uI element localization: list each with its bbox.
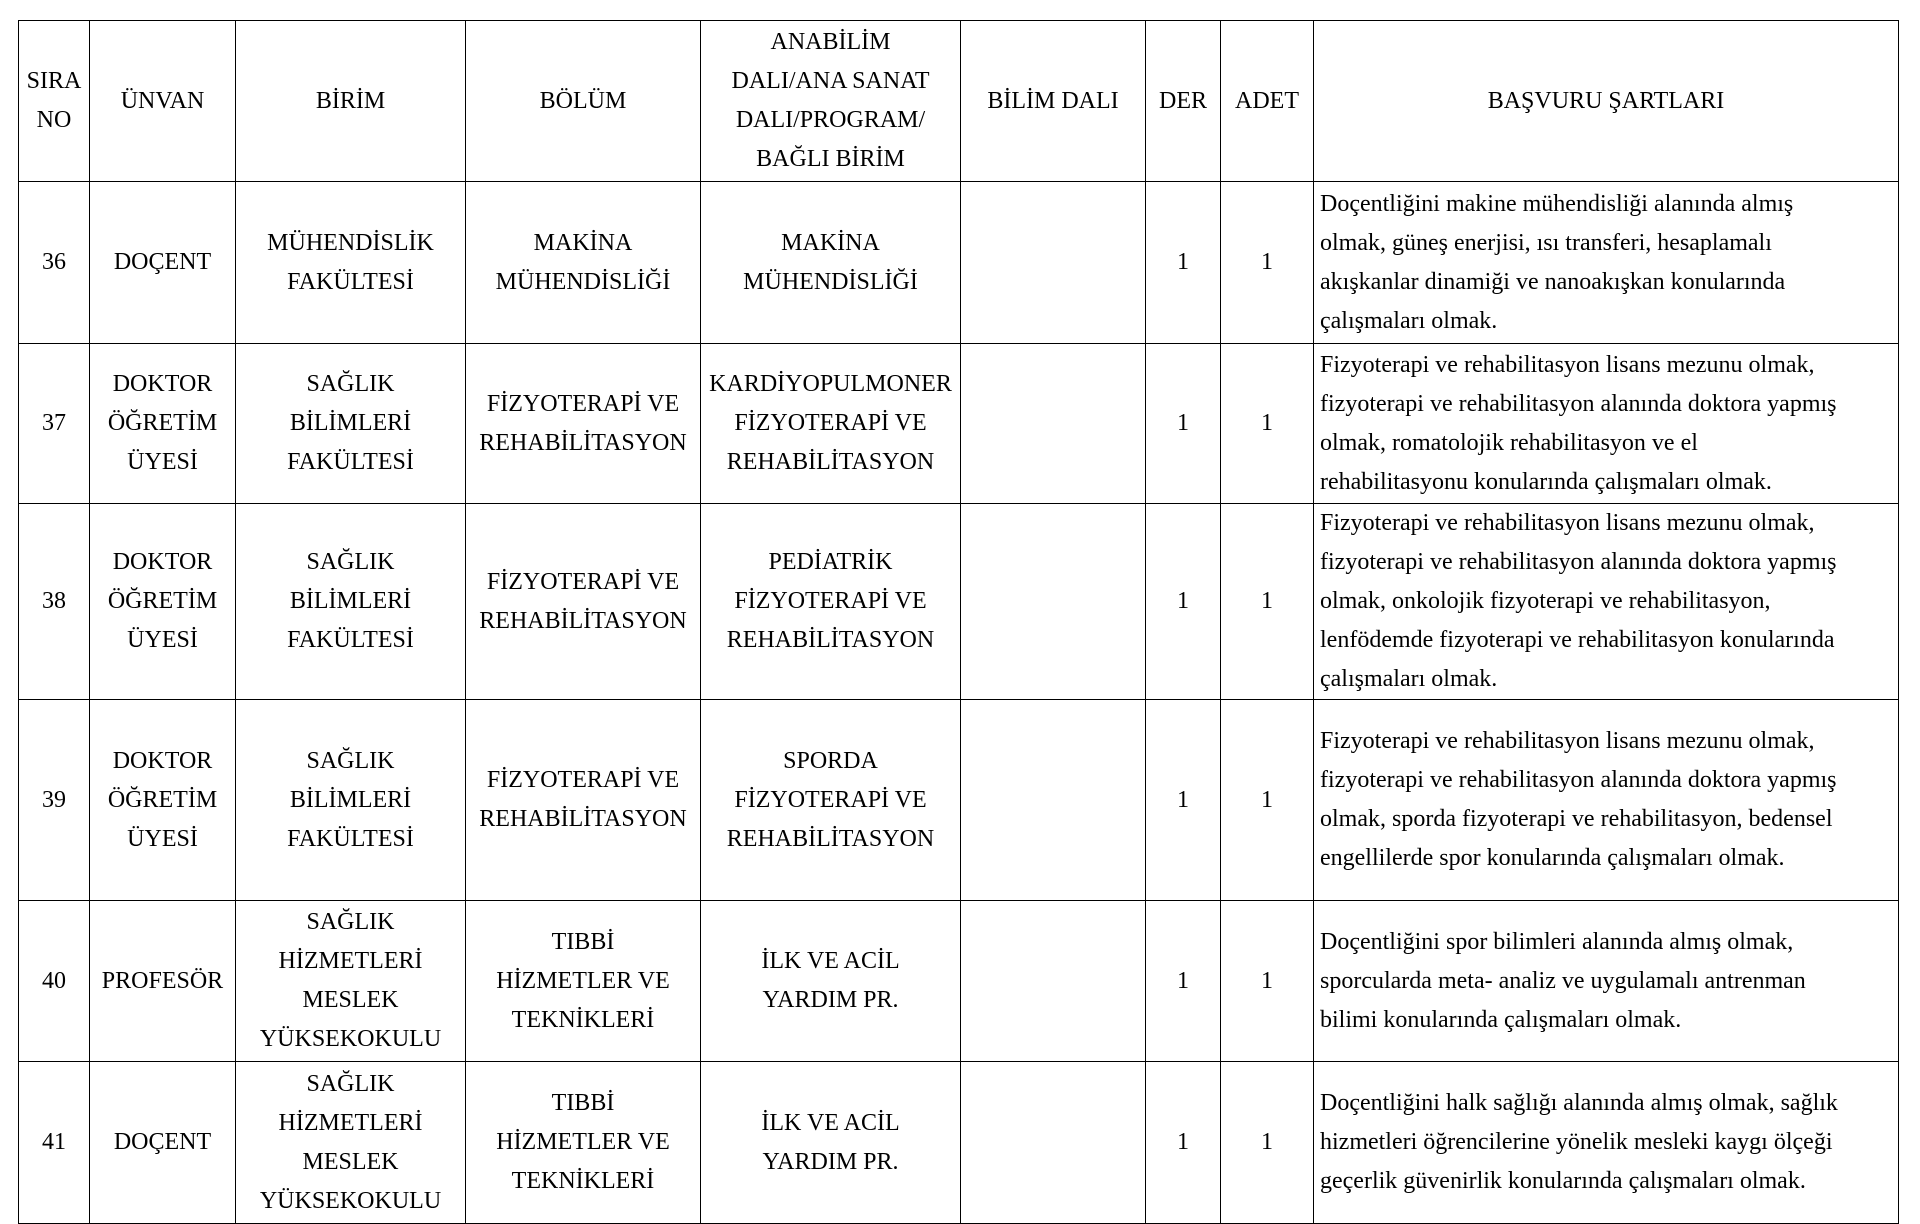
cell-line: FİZYOTERAPİ VE [734, 588, 927, 614]
cell-line: DOÇENT [113, 1129, 212, 1155]
cell-line: REHABİLİTASYON [726, 627, 935, 653]
anabilim-cell [701, 700, 961, 901]
der-cell: 1 [1146, 182, 1221, 344]
sira-no-cell: 40 [19, 901, 90, 1062]
cell-line: MESLEK [302, 987, 399, 1013]
bolum-cell [466, 504, 701, 700]
cell-line: MAKİNA [781, 229, 880, 256]
cell-line: REHABİLİTASYON [726, 449, 935, 475]
cell-line: REHABİLİTASYON [479, 806, 687, 832]
adet-cell: 1 [1221, 700, 1314, 901]
bolum-cell [466, 344, 701, 504]
bilim-dali-cell [961, 182, 1146, 344]
cell-line: fizyoterapi ve rehabilitasyon alanında doktora yapmış [1320, 767, 1837, 793]
table-row [19, 901, 1899, 1062]
cell-line: DOÇENT [113, 249, 212, 275]
cell-line: Fizyoterapi ve rehabilitasyon lisans mezunu olmak, [1320, 351, 1815, 378]
cell-line: bilimi konularında çalışmaları olmak. [1320, 1006, 1682, 1033]
adet-cell: 1 [1221, 504, 1314, 700]
cell-line: ÖĞRETİM [107, 410, 218, 436]
cell-line: MÜHENDİSLİĞİ [495, 268, 671, 295]
bilim-dali-cell [961, 1062, 1146, 1224]
cell-line: HİZMETLER VE [496, 967, 670, 994]
cell-line: YÜKSEKOKULU [259, 1187, 442, 1214]
table-row [19, 700, 1899, 901]
cell-line: ÖĞRETİM [107, 588, 218, 614]
unvan-cell [90, 182, 236, 344]
sira-no-cell: 39 [19, 700, 90, 901]
cell-line: REHABİLİTASYON [479, 607, 687, 634]
cell-line: HİZMETLERİ [278, 1109, 423, 1136]
cell-line: fizyoterapi ve rehabilitasyon alanında doktora yapmış [1320, 549, 1837, 575]
sira-no-cell: 38 [19, 504, 90, 700]
cell-line: HİZMETLER VE [496, 1129, 670, 1155]
cell-line: MÜHENDİSLİĞİ [743, 268, 918, 295]
cell-line: SAĞLIK [306, 371, 395, 397]
cell-line: TEKNİKLERİ [511, 1006, 655, 1033]
cell-line: SPORDA [783, 747, 878, 774]
cell-line: SAĞLIK [306, 747, 395, 774]
header-basvuru-sartlari: BAŞVURU ŞARTLARI [1314, 21, 1899, 182]
cell-line: ÜYESİ [127, 825, 198, 852]
bilim-dali-cell [961, 504, 1146, 700]
basvuru-sartlari-cell [1314, 901, 1899, 1062]
unvan-cell [90, 1062, 236, 1224]
birim-cell [236, 344, 466, 504]
cell-line: ÖĞRETİM [107, 786, 218, 813]
cell-line: olmak, romatolojik rehabilitasyon ve el [1320, 429, 1698, 456]
sira-no-cell: 36 [19, 182, 90, 344]
cell-line: BİLİMLERİ [289, 786, 412, 813]
unvan-cell [90, 344, 236, 504]
sira-no-cell: 41 [19, 1062, 90, 1224]
positions-table [18, 20, 1899, 1224]
cell-line: FİZYOTERAPİ VE [486, 568, 680, 595]
basvuru-sartlari-cell [1314, 504, 1899, 700]
anabilim-cell [701, 504, 961, 700]
cell-line: SAĞLIK [306, 909, 395, 935]
adet-cell: 1 [1221, 182, 1314, 344]
header-bilim-dali: BİLİM DALI [961, 21, 1146, 182]
bolum-cell [466, 901, 701, 1062]
bolum-cell [466, 700, 701, 901]
cell-line: Doçentliğini halk sağlığı alanında almış olmak, sağlık [1320, 1090, 1838, 1116]
header-birim: BİRİM [236, 21, 466, 182]
anabilim-cell [701, 1062, 961, 1224]
unvan-cell [90, 504, 236, 700]
cell-line: akışkanlar dinamiği ve nanoakışkan konularında [1320, 268, 1786, 295]
cell-line: Fizyoterapi ve rehabilitasyon lisans mezunu olmak, [1320, 510, 1815, 536]
cell-line: sporcularda meta- analiz ve uygulamalı antrenman [1320, 967, 1806, 994]
bilim-dali-cell [961, 344, 1146, 504]
der-cell: 1 [1146, 1062, 1221, 1224]
birim-cell [236, 182, 466, 344]
cell-line: İLK VE ACİL [761, 1109, 900, 1136]
birim-cell [236, 700, 466, 901]
bolum-cell [466, 182, 701, 344]
header-der: DER [1146, 21, 1221, 182]
cell-line: YARDIM PR. [762, 1148, 899, 1175]
der-cell: 1 [1146, 504, 1221, 700]
cell-line: DOKTOR [112, 371, 213, 397]
cell-line: MESLEK [302, 1148, 399, 1175]
cell-line: ÜYESİ [127, 449, 198, 475]
cell-line: BİLİMLERİ [289, 588, 412, 614]
bilim-dali-cell [961, 901, 1146, 1062]
basvuru-sartlari-cell [1314, 700, 1899, 901]
header-adet: ADET [1221, 21, 1314, 182]
cell-line: TEKNİKLERİ [511, 1168, 655, 1194]
unvan-cell [90, 700, 236, 901]
cell-line: FAKÜLTESİ [287, 268, 414, 295]
cell-line: MAKİNA [533, 229, 633, 256]
cell-line: YARDIM PR. [762, 987, 899, 1013]
header-anabilim: ANABİLİM DALI/ANA SANAT DALI/PROGRAM/ BAĞLI BİRİM [701, 21, 961, 182]
cell-line: FİZYOTERAPİ VE [486, 767, 680, 793]
der-cell: 1 [1146, 700, 1221, 901]
cell-line: TIBBİ [551, 928, 615, 955]
header-bolum: BÖLÜM [466, 21, 701, 182]
basvuru-sartlari-cell [1314, 344, 1899, 504]
birim-cell [236, 504, 466, 700]
cell-line: olmak, sporda fizyoterapi ve rehabilitasyon, bedensel [1320, 806, 1833, 832]
table-row [19, 1062, 1899, 1224]
basvuru-sartlari-cell [1314, 1062, 1899, 1224]
cell-line: PEDİATRİK [768, 549, 893, 575]
cell-line: TIBBİ [551, 1090, 615, 1116]
cell-line: FAKÜLTESİ [287, 825, 414, 852]
cell-line: çalışmaları olmak. [1320, 666, 1498, 692]
cell-line: Doçentliğini spor bilimleri alanında almış olmak, [1320, 928, 1794, 955]
cell-line: fizyoterapi ve rehabilitasyon alanında doktora yapmış [1320, 390, 1837, 417]
cell-line: SAĞLIK [306, 1070, 395, 1097]
anabilim-cell [701, 344, 961, 504]
cell-line: hizmetleri öğrencilerine yönelik mesleki kaygı ölçeği [1320, 1129, 1833, 1155]
cell-line: rehabilitasyonu konularında çalışmaları olmak. [1320, 468, 1772, 495]
cell-line: REHABİLİTASYON [726, 825, 935, 852]
cell-line: çalışmaları olmak. [1320, 307, 1498, 334]
der-cell: 1 [1146, 901, 1221, 1062]
anabilim-cell [701, 901, 961, 1062]
cell-line: MÜHENDİSLİK [267, 229, 434, 256]
adet-cell: 1 [1221, 344, 1314, 504]
table-row [19, 182, 1899, 344]
der-cell: 1 [1146, 344, 1221, 504]
cell-line: SAĞLIK [306, 549, 395, 575]
cell-line: Fizyoterapi ve rehabilitasyon lisans mezunu olmak, [1320, 728, 1815, 754]
cell-line: İLK VE ACİL [761, 948, 900, 974]
header-unvan: ÜNVAN [90, 21, 236, 182]
cell-line: FAKÜLTESİ [287, 627, 414, 653]
cell-line: KARDİYOPULMONER [709, 371, 952, 397]
cell-line: engellilerde spor konularında çalışmaları olmak. [1320, 845, 1785, 871]
adet-cell: 1 [1221, 901, 1314, 1062]
adet-cell: 1 [1221, 1062, 1314, 1224]
cell-line: PROFESÖR [101, 967, 224, 994]
sira-no-cell: 37 [19, 344, 90, 504]
cell-line: REHABİLİTASYON [479, 429, 687, 456]
cell-line: FAKÜLTESİ [287, 449, 414, 475]
bolum-cell [466, 1062, 701, 1224]
unvan-cell [90, 901, 236, 1062]
cell-line: BİLİMLERİ [289, 410, 412, 436]
bilim-dali-cell [961, 700, 1146, 901]
header-row [19, 21, 1899, 182]
cell-line: olmak, onkolojik fizyoterapi ve rehabilitasyon, [1320, 588, 1771, 614]
cell-line: ÜYESİ [127, 627, 198, 653]
birim-cell [236, 1062, 466, 1224]
cell-line: geçerlik güvenirlik konularında çalışmaları olmak. [1320, 1168, 1806, 1194]
cell-line: FİZYOTERAPİ VE [486, 390, 680, 417]
cell-line: Doçentliğini makine mühendisliği alanında almış [1320, 190, 1794, 217]
header-sira-no: SIRA NO [19, 21, 90, 182]
cell-line: HİZMETLERİ [278, 948, 423, 974]
cell-line: olmak, güneş enerjisi, ısı transferi, hesaplamalı [1320, 229, 1772, 256]
cell-line: DOKTOR [112, 549, 213, 575]
anabilim-cell [701, 182, 961, 344]
table-row [19, 504, 1899, 700]
cell-line: FİZYOTERAPİ VE [734, 410, 927, 436]
basvuru-sartlari-cell [1314, 182, 1899, 344]
cell-line: FİZYOTERAPİ VE [734, 786, 927, 813]
cell-line: YÜKSEKOKULU [259, 1026, 442, 1052]
birim-cell [236, 901, 466, 1062]
cell-line: DOKTOR [112, 747, 213, 774]
cell-line: lenfödemde fizyoterapi ve rehabilitasyon konularında [1320, 627, 1835, 653]
table-row [19, 344, 1899, 504]
